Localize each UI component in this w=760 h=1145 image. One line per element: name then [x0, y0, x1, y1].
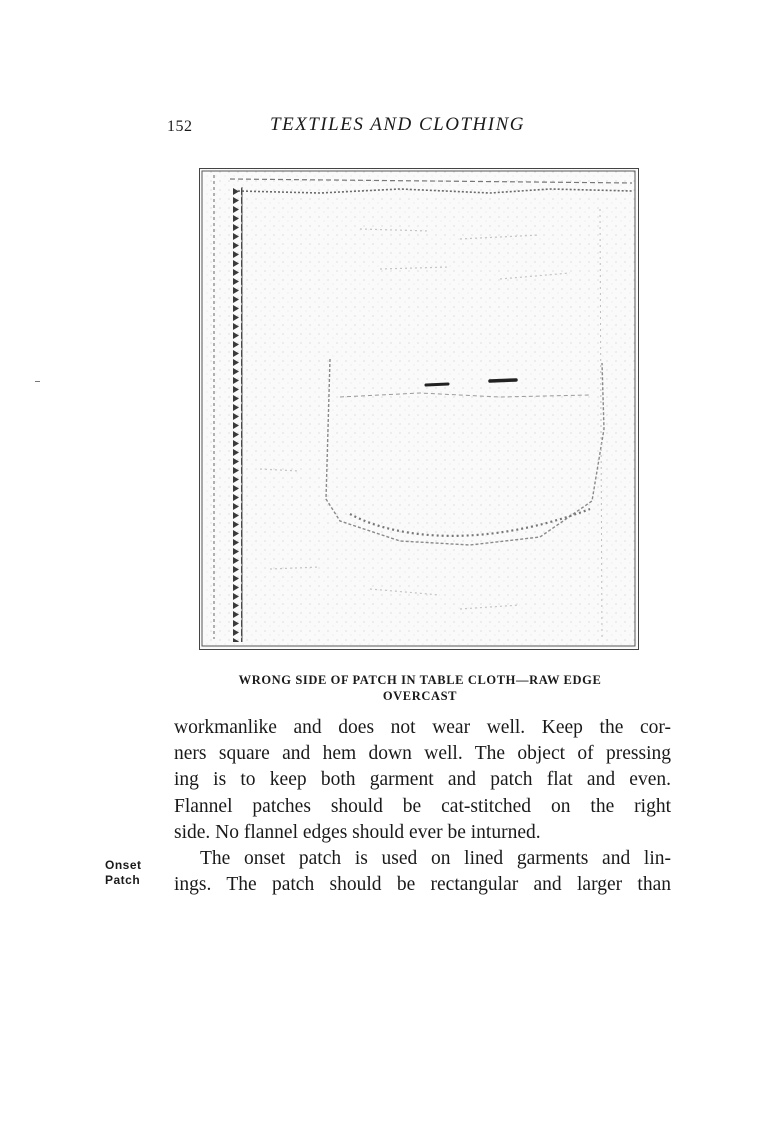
margin-note — [105, 858, 142, 888]
scan-speck — [35, 381, 40, 382]
text-line: The onset patch is used on lined garments and lin- — [200, 848, 671, 870]
text-line: ings. The patch should be rectangular and larger than — [174, 874, 671, 896]
figure-photo — [199, 168, 639, 650]
running-title: TEXTILES AND CLOTHING — [270, 114, 525, 135]
page-number: 152 — [167, 118, 193, 135]
figure-caption — [200, 672, 640, 704]
margin-note-line-1: Onset — [105, 858, 142, 872]
caption-line-2: OVERCAST — [382, 689, 458, 703]
caption-line-1: WRONG SIDE OF PATCH IN TABLE CLOTH—RAW EDGE — [238, 673, 602, 687]
text-line: workmanlike and does not wear well. Keep the cor- — [174, 717, 671, 738]
text-line: Flannel patches should be cat-stitched on the right — [174, 795, 671, 817]
body-text — [174, 715, 671, 898]
text-line: side. No flannel edges should ever be inturned. — [174, 821, 541, 843]
patch-photo-illustration — [200, 169, 637, 648]
text-line: ners square and hem down well. The object of pressing — [174, 743, 671, 765]
margin-note-line-2: Patch — [105, 873, 141, 887]
text-line: ing is to keep both garment and patch flat and even. — [174, 769, 671, 791]
